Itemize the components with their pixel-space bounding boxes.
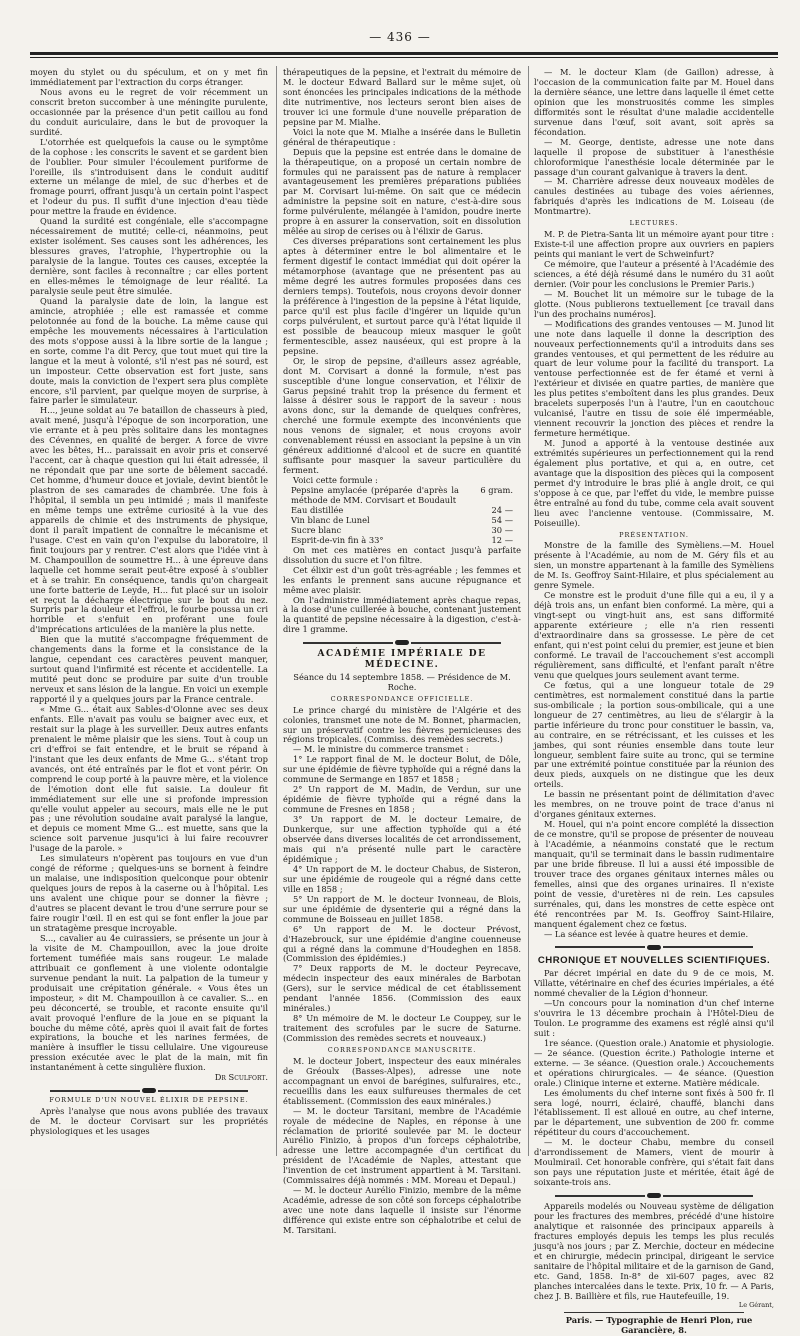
paragraph: L'otorrhée est quelquefois la cause ou le symptôme de la cophose : les conscrits le savent et se gardent bien de l'oublier. Pour simuler l'écoulement puriforme de l'oreille, ils s'introduisent dans le conduit auditif externe un mélange de miel, de suc d'herbes et de fromage pourri, offrant jusqu'à un certain point l'aspect et l'odeur du pus. Il suffit d'une injection d'eau tiède pour mettre la fraude en évidence. [30,136,268,217]
subsection-heading: LECTURES. [629,219,679,228]
paragraph: M. Houel, qui n'a point encore complété la dissection de ce monstre, qu'il se propose de présenter de nouveau à l'Académie, a néanmoins constaté que le rectum manquait, qu'il se terminait dans le bassin rudimentaire par une bride fibreuse. Il lui a aussi été impossible de trouver trace des organes génitaux internes mâles ou femelles, ainsi que des organes urinaires. Il n'existe point de vessie, d'uretères ni de rein. Les capsules surrénales, qui, dans les monstres de cette espèce ont été rencontrées par M. Is. Geoffroy Saint-Hilaire, manquent également chez ce fœtus. [534,819,774,929]
session-line: Séance du 14 septembre 1858. — Présidence de M. Roche. [293,671,511,692]
paragraph: On met ces matières en contact jusqu'à parfaite dissolution du sucre et l'on filtre. [283,544,521,565]
paragraph: Ce mémoire, que l'auteur a présenté à l'Académie des sciences, a été déjà résumé dans le numéro du 31 août dernier. (Voir pour les conclusions le Premier Paris.) [534,258,774,289]
author-signature: Dr Sculfort. [214,1072,268,1083]
paragraph: Après l'analyse que nous avons publiée des travaux de M. le docteur Corvisart sur les propriétés physiologiques et les usages [30,1106,268,1136]
paragraph: — M. le docteur Aurélio Finizio, membre de la même Académie, adresse de son côté son forceps céphalotribe avec une note dans laquelle il insiste sur l'énorme différence qui existe entre son céphalotribe et celui de M. Tarsitani. [283,1185,521,1236]
ingredient: Pepsine amylacée (préparée d'après la méthode de MM. Corvisart et Boudault [291,485,459,505]
paragraph: M. P. de Pietra-Santa lit un mémoire ayant pour titre : Existe-t-il une affection propre aux ouvriers en papiers peints qui maniant le vert de Schweinfurt? [534,229,774,259]
paragraph: — M. le docteur Chabu, membre du conseil d'arrondissement de Mamers, vient de mourir à Moulmirail. Cet honorable confrère, qui s'était fait dans son pays une réputation juste et méritée, était âgé de soixante-trois ans. [534,1137,774,1188]
paragraph: Voici cette formule : [293,475,378,486]
quantity: 30 — [491,524,513,535]
paragraph: Les émoluments du chef interne sont fixés à 500 fr. Il sera logé, nourri, éclairé, chauffé, blanchi dans l'établissement. Il est alloué en outre, au chef interne, par le département, une subvention de 200 fr. comme répétiteur du cours d'accouchement. [534,1087,774,1138]
paragraph: 1° Le rapport final de M. le docteur Bolut, de Dôle, sur une épidémie de fièvre typhoïde qui a régné dans la commune de Sermange en 1857 et 1858 ; [283,754,521,785]
paragraph: Par décret impérial en date du 9 de ce mois, M. Villatte, vétérinaire en chef des écuries impériales, a été nommé chevalier de la Légion d'honneur. [534,968,774,999]
paragraph: — M. le docteur Tarsitani, membre de l'Académie royale de médecine de Naples, en réponse à une réclamation de priorité soulevée par M. le docteur Aurélio Finizio, à propos d'un forceps céphalotribe, adresse une lettre accompagnée d'un certificat du président de l'Académie de Naples, attestant que l'invention de cet instrument appartient à M. Tarsitani. (Commissaires déjà nommés : MM. Moreau et Depaul.) [283,1105,521,1186]
paragraph: Ces diverses préparations sont certainement les plus aptes à déterminer entre le bol alimentaire et le ferment digestif le contact immédiat qui doit opérer la métamorphose (avantage que ne présentent pas au même degré les autres formules proposées dans ces derniers temps). Toutefois, nous croyons devoir donner la préférence à l'ingestion de la pepsine à l'état liquide, parce qu'il est plus facile d'ingérer un liquide qu'un corps pulvérulent, et surtout parce qu'à l'état liquide il est possible de beaucoup mieux masquer le goût fermentescible, assez nauséeux, qui est propre à la pepsine. [283,236,521,356]
column-divider [528,66,529,1156]
paragraph: 7° Deux rapports de M. le docteur Peyrecave, médecin inspecteur des eaux minérales de Barbotan (Gers), sur le service médical de cet établissement pendant l'année 1856. (Commission des eaux minérales.) [283,963,521,1014]
paragraph: 1re séance. (Question orale.) Anatomie et physiologie. — 2e séance. (Question écrite.) Pathologie interne et externe. — 3e séance. (Question orale.) Accouchements et opérations chirurgicales. — 4e séance. (Question orale.) Clinique interne et externe. Matière médicale. [534,1037,774,1088]
recipe-list [283,486,521,546]
paragraph: 4° Un rapport de M. le docteur Chabus, de Sisteron, sur une épidémie de rougeole qui a régné dans cette ville en 1858 ; [283,863,521,894]
paragraph: — M. George, dentiste, adresse une note dans laquelle il propose de substituer à l'anesthésie chloroformique l'anesthésie locale déterminée par le passage d'un courant galvanique à travers la dent. [534,136,774,177]
paragraph: Bien que la mutité s'accompagne fréquemment de changements dans la forme et la consistance de la langue, cependant ces caractères peuvent manquer, surtout quand l'infirmité est récente et accidentelle. La mutité peut donc se produire par suite d'un trouble nerveux et sans lésion de la langue. En voici un exemple rapporté il y a quelques jours par la France centrale. [30,634,269,705]
column-divider [276,66,277,1156]
ornament-divider [30,1086,268,1094]
section-heading: FORMULE D'UN NOUVEL ÉLIXIR DE PEPSINE. [49,1096,249,1105]
subsection-heading: CORRESPONDANCE MANUSCRITE. [327,1046,477,1055]
header-rule-thick [30,52,778,55]
paragraph: Nous avons eu le regret de voir récemment un conscrit breton succomber à une méningite purulente, occasionnée par la présence d'un petit caillou au fond du conduit auriculaire, dans le but de provoquer la surdité. [30,86,268,137]
paragraph: Or, le sirop de pepsine, d'ailleurs assez agréable, dont M. Corvisart a donné la formule, n'est pas susceptible d'une longue conservation, et l'élixir de Garus pepsiné trahit trop la présence du ferment et laisse à désirer sous le rapport de la saveur : nous avons donc, sur la demande de quelques confrères, cherché une formule exempte des inconvénients que nous venons de signaler, et nous croyons avoir convenablement réussi en associant la pepsine à un vin généreux additionné d'alcool et de sucre en quantité suffisante pour masquer la saveur particulière du ferment. [283,355,521,476]
column-2 [283,67,521,1236]
paragraph: Depuis que la pepsine est entrée dans le domaine de la thérapeutique, on a proposé un certain nombre de formules qui ne paraissent pas de nature à remplacer avantageusement les premières préparations publiées par M. Corvisart lui-même. On sait que ce médecin administre la pepsine soit en nature, c'est-à-dire sous forme pulvérulente, mélangée à l'amidon, poudre inerte propre à en assurer la conservation, soit en dissolution mêlée au sirop de cerises ou à l'élixir de Garus. [283,146,521,237]
paragraph: — M. Bouchet lit un mémoire sur le tubage de la glotte. (Nous publierons textuellement [ce travail dans l'un des prochains numéros]. [534,288,774,319]
ingredient: Esprit-de-vin fin à 33° [291,534,384,545]
header-rule-thin [30,57,778,58]
paragraph: Monstre de la famille des Symèliens.—M. Houel présente à l'Académie, au nom de M. Géry fils et au sien, un monstre appartenant à la famille des Symèliens de M. Is. Geoffroy Saint-Hilaire, et plus spécialement au genre Symele. [534,540,774,591]
section-heading: ACADÉMIE IMPÉRIALE DE MÉDECINE. [317,649,487,671]
quantity: 6 gram. [480,485,513,496]
quantity: 24 — [491,504,513,515]
paragraph: 3° Un rapport de M. le docteur Lemaire, de Dunkerque, sur une affection typhoïde qui a été observée dans diverses localités de cet arrondissement, mais qui n'a présenté nulle part le caractère épidémique ; [283,814,521,864]
quantity: 54 — [491,514,513,525]
quantity: 12 — [491,534,513,545]
paragraph: — M. Charrière adresse deux nouveaux modèles de canules destinées au tubage des voies aériennes, fabriqués d'après les indications de M. Loiseau (de Montmartre). [534,176,774,217]
paragraph: — M. le ministre du commerce transmet : [293,744,469,755]
paragraph: « Mme G... était aux Sables-d'Olonne avec ses deux enfants. Elle n'avait pas voulu se baigner avec eux, et restait sur la plage à les surveiller. Deux autres enfants prenaient le même plaisir que les siens. Tout à coup un cri d'effroi se fait entendre, et le bruit se répand à l'instant que les deux enfants de Mme G... s'étant trop avancés, ont été entraînés par le flot et vont périr. On comprend le coup porté à la pauvre mère, et la violence de l'émotion dont elle fut saisie. La douleur fit immédiatement sur elle une si profonde impression qu'elle voulut appeler au secours, mais elle ne le put pas ; une révolution soudaine avait paralysé la langue, et depuis ce moment Mme G... est muette, sans que la science soit parvenue jusqu'ici à lui faire recouvrer l'usage de la parole. » [30,704,268,854]
paragraph: — Modifications des grandes ventouses — M. Junod lit une note dans laquelle il donne la description des nouveaux perfectionnements qu'il a introduits dans ses grandes ventouses, et qui permettent de les réduire au quart de leur volume pour la facilité du transport. La ventouse perfectionnée est de fer étamé et verni à l'extérieur et divisée en quatre parties, de manière que les plus petites s'emboîtent dans les plus grandes. Deux bracelets superposés l'un à l'autre, l'un en caoutchouc vulcanisé, l'autre en tissu de soie élé imperméable, viennent recouvrir la jonction des pièces et rendre la fermeture hermétique. [534,318,774,439]
paragraph: 5° Un rapport de M. le docteur Ivonneau, de Blois, sur une épidémie de dysenterie qui a régné dans la commune de Boisseau en juillet 1858. [283,893,521,924]
paragraph: — La séance est levée à quatre heures et demie. [544,928,749,939]
paragraph: — M. le docteur Klam (de Gaillon) adresse, à l'occasion de la communication faite par M. Houel dans la dernière séance, une lettre dans laquelle il émet cette opinion que les monstruosités comme les simples difformités sont le résultat d'une maladie accidentelle survenue dans l'œuf, soit avant, soit après sa fécondation. [534,67,774,137]
column-3 [534,67,774,1336]
subsection-heading: PRÉSENTATION. [619,530,689,539]
ingredient: Eau distillée [291,504,344,515]
paragraph: Les simulateurs n'opèrent pas toujours en vue d'un congé de réforme ; quelques-uns se bornent à feindre un malaise, une indisposition quelconque pour obtenir quelques jours de repos à la caserne ou à l'hôpital. Les uns avalent une chique pour se donner la fièvre ; d'autres se placent devant le trou d'une serrure pour se faire rougir l'œil. Il en est qui se font enfler la joue par un stratagème presque incroyable. [30,853,268,933]
paragraph: Ce monstre est le produit d'une fille qui a eu, il y a déjà trois ans, un enfant bien conformé. La mère, qui a vingt-sept ou vingt-huit ans, est sans difformité apparente extérieure ; elle n'a rien ressenti d'extraordinaire dans sa grossesse. Le père de cet enfant, qui n'est point celui du premier, est jeune et bien conformé. Le travail de l'accouchement s'est accompli régulièrement, sans difficulté, et l'enfant paraît n'être venu que quelques jours seulement avant terme. [534,590,774,680]
page-number: — 436 — [369,30,431,44]
paragraph: thérapeutiques de la pepsine, et l'extrait du mémoire de M. le docteur Edward Ballard sur le même sujet, où sont énoncées les principales indications de la méthode dite nutrimentive, nos lecteurs seront bien aises de trouver ici une formule d'une nouvelle préparation de pepsine par M. Mialhe. [283,67,521,127]
paragraph: 2° Un rapport de M. Madin, de Verdun, sur une épidémie de fièvre typhoïde qui a régné dans la commune de Fresnes en 1858 ; [283,784,521,815]
ornament-divider [534,943,774,951]
paragraph: 8° Un mémoire de M. le docteur Le Couppey, sur le traitement des scrofules par le sucre de Saturne. (Commission des remèdes secrets et nouveaux.) [283,1013,521,1044]
column-1 [30,68,268,1158]
ornament-divider [283,638,521,646]
paragraph: H..., jeune soldat au 7e bataillon de chasseurs à pied, avait mené, jusqu'à l'époque de son incorporation, une vie errante et à peu près solitaire dans les montagnes des Cévennes, en qualité de berger. A force de vivre avec les bêtes, H... paraissait en avoir pris et conservé l'accent, car à chaque question qui lui était adressée, il ne répondait que par une sorte de bêlement saccadé. Cet homme, d'humeur douce et joviale, devint bientôt le plastron de ses camarades de chambrée. Une fois à l'hôpital, il sembla un peu intimidé ; mais il manifeste en même temps une extrême curiosité à la vue des appareils de chimie et des instruments de physique, dont il paraît impatient de connaître le mécanisme et l'usage. C'est en vain qu'on l'expulse du laboratoire, il finit toujours par y rentrer. C'est alors que l'idée vint à M. Champouillon de soumettre H... à une épreuve dans laquelle cet homme serait peut-être exposé à s'oublier et à se trahir. En conséquence, tandis qu'on chargeait une forte batterie de Leyde, H... fut placé sur un isoloir et reçut la décharge électrique sur le bout du nez. Surpris par la douleur et l'effroi, le fourbe poussa un cri horrible et s'enfuit en proférant une foule d'imprécations articulées de la manière la plus nette. [30,405,268,635]
paragraph: —Un concours pour la nomination d'un chef interne s'ouvrira le 13 décembre prochain à l'Hôtel-Dieu de Toulon. Le programme des examens est réglé ainsi qu'il suit : [534,997,774,1038]
ingredient: Vin blanc de Lunel [291,514,370,525]
ingredient: Sucre blanc [291,524,342,535]
paragraph: Ce fœtus, qui a une longueur totale de 29 centimètres, est normalement constitué dans la partie sus-ombilicale ; la portion sous-ombilicale, qui a une longueur de 27 centimètres, au lieu de s'élargir à la partie inférieure du tronc pour constituer le bassin, va, au contraire, en se rétrécissant, et les cuisses et les jambes, qui sont réunies ensemble dans toute leur longueur, semblent faire suite au tronc, qui se termine par une extrémité pointue constituée par la réunion des deux pieds, auxquels on ne distingue que les deux orteils. [534,679,774,790]
paragraph: Voici la note que M. Mialhe a insérée dans le Bulletin général de thérapeutique : [283,126,521,147]
paragraph: Cet élixir est d'un goût très-agréable ; les femmes et les enfants le prennent sans aucune répugnance et même avec plaisir. [283,564,521,595]
subsection-heading: CORRESPONDANCE OFFICIELLE. [330,694,474,703]
paragraph: S..., cavalier au 4e cuirassiers, se présente un jour à la visite de M. Champouillon, avec la joue droite fortement tuméfiée mais sans rougeur. Le malade attribuait ce gonflement à une violente odontalgie survenue pendant la nuit. La palpation de la tumeur y produisait une crépitation générale. « Vous êtes un imposteur, » dit M. Champouillon à ce cavalier. S... en peu déconcerté, se trouble, et raconte ensuite qu'il avait provoqué l'enflure de la joue en se piquant la bouche du même côté, après quoi il avait fait de fortes expirations, la bouche et les narines fermées, de manière à insuffler le tissu cellulaire. Une vigoureuse pression exécutée avec le plat de la main, mit fin instantanément à cette singulière fluxion. [30,932,268,1073]
paragraph: M. le docteur Jobert, inspecteur des eaux minérales de Gréoulx (Basses-Alpes), adresse une note accompagnant un envoi de barégines, sulfuraires, etc., recueillis dans les eaux sulfureuses thermales de cet établissement. (Commission des eaux minérales.) [283,1055,521,1106]
recipe-row [291,486,513,506]
paragraph: Quand la surdité est congéniale, elle s'accompagne nécessairement de mutité; celle-ci, néanmoins, peut exister isolément. Ses causes sont les adhérences, les blessures graves, l'atrophie, l'hypertrophie ou la paralysie de la langue. Toutes ces causes, exceptée la dernière, sont faciles à reconnaître ; car elles portent en elles-mêmes le témoignage de leur réalité. La paralysie seule peut être simulée. [30,216,268,296]
paragraph: Le bassin ne présentant point de délimitation d'avec les membres, on ne trouve point de trace d'anus ni d'organes génitaux externes. [534,789,774,820]
paragraph: 6° Un rapport de M. le docteur Prévost, d'Hazebrouck, sur une épidémie d'angine couenneuse qui a régné dans la commune d'Houdeghen en 1858. (Commission des épidémies.) [283,923,521,964]
printer-imprint: Paris. — Typographie de Henri Plon, rue Garancière, 8. [565,1315,753,1336]
rule [564,1312,744,1313]
gerant-label: Le Gérant, [738,1300,774,1309]
paragraph: moyen du stylet ou du spéculum, et on y met fin immédiatement par l'extraction du corps étranger. [30,67,268,87]
section-heading: CHRONIQUE ET NOUVELLES SCIENTIFIQUES. [537,954,771,966]
ornament-divider [534,1191,774,1199]
paragraph: Le prince chargé du ministère de l'Algérie et des colonies, transmet une note de M. Bonnet, pharmacien, sur un préservatif contre les fièvres pernicieuses des régions tropicales. (Commiss. des remèdes secrets.) [283,704,521,745]
paragraph: On l'administre immédiatement après chaque repas, à la dose d'une cuillerée à bouche, contenant justement la quantité de pepsine nécessaire à la digestion, c'est-à-dire 1 gramme. [283,594,521,635]
paragraph: M. Junod a apporté à la ventouse destinée aux extrémités supérieures un perfectionnement qui la rend également plus portative, et qui a, en outre, cet avantage que la disposition des pièces qui la composent permet d'y introduire le bras plié à angle droit, ce qui s'oppose à ce que, par l'effet du vide, le membre puisse être entraîné au fond du tube, comme cela avait souvent lieu avec l'ancienne ventouse. (Commissaire, M. Poiseuille). [534,438,774,528]
paragraph: Quand la paralysie date de loin, la langue est amincie, atrophiée ; elle est ramassée et comme pelotonnée au fond de la bouche. La même cause qui empêche les mouvements nécessaires à l'articulation des mots s'oppose aussi à la libre sortie de la langue ; en sorte, comme l'a dit Percy, que tout muet qui tire la langue et la meut à volonté, s'il n'est pas né sourd, est un imposteur. Cette observation est fort juste, sans doute, mais la conviction de l'expert sera plus complète encore, s'il parvient, par quelque moyen de surprise, à faire parler le simulateur. [30,295,268,406]
book-notice: Appareils modelés ou Nouveau système de déligation pour les fractures des membres, précédé d'une histoire analytique et raisonnée des principaux appareils à fractures employés depuis les temps les plus reculés jusqu'à nos jours ; par Z. Merchie, docteur en médecine et en chirurgie, médecin principal, dirigeant le service sanitaire de l'hôpital militaire et de la garnison de Gand, etc. Gand, 1858. In-8° de xii-607 pages, avec 82 planches intercalées dans le texte. Prix, 10 fr. — A Paris, chez J. B. Baillière et fils, rue Hautefeuille, 19. [534,1201,774,1301]
